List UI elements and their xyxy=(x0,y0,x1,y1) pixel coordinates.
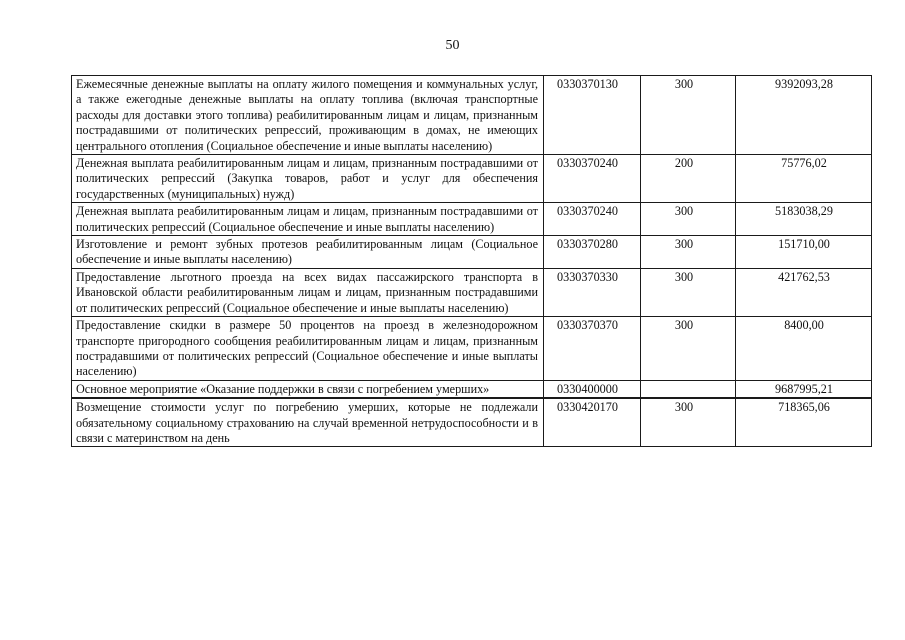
row-expense-type: 200 xyxy=(641,155,736,203)
row-expense-type xyxy=(641,380,736,398)
row-target-code: 0330370240 xyxy=(544,203,641,236)
row-target-code: 0330370240 xyxy=(544,155,641,203)
row-target-code: 0330400000 xyxy=(544,380,641,398)
row-description: Денежная выплата реабилитированным лицам и лицам, признанным пострадавшими от политических репрессий (Закупка товаров, работ и услуг для обеспечения государственных (муниципальных) нужд) xyxy=(72,155,544,203)
page-number: 50 xyxy=(445,38,460,53)
table-row xyxy=(72,236,872,269)
row-description: Изготовление и ремонт зубных протезов реабилитированным лицам (Социальное обеспечение и иные выплаты населению) xyxy=(72,236,544,269)
row-description: Денежная выплата реабилитированным лицам и лицам, признанным пострадавшими от политических репрессий (Социальное обеспечение и иные выплаты населению) xyxy=(72,203,544,236)
row-expense-type: 300 xyxy=(641,398,736,447)
row-description: Возмещение стоимости услуг по погребению умерших, которые не подлежали обязательному социальному страхованию на случай временной нетрудоспособности и в связи с материнством на день xyxy=(72,398,544,447)
row-expense-type: 300 xyxy=(641,236,736,269)
row-amount: 9687995,21 xyxy=(736,380,872,398)
row-amount: 5183038,29 xyxy=(736,203,872,236)
row-expense-type: 300 xyxy=(641,76,736,155)
row-amount: 718365,06 xyxy=(736,398,872,447)
row-target-code: 0330420170 xyxy=(544,398,641,447)
row-target-code: 0330370370 xyxy=(544,317,641,381)
row-target-code: 0330370280 xyxy=(544,236,641,269)
table-row xyxy=(72,380,872,398)
row-target-code: 0330370330 xyxy=(544,268,641,316)
row-description: Основное мероприятие «Оказание поддержки в связи с погребением умерших» xyxy=(72,380,544,398)
row-expense-type: 300 xyxy=(641,268,736,316)
row-amount: 9392093,28 xyxy=(736,76,872,155)
row-expense-type: 300 xyxy=(641,203,736,236)
row-expense-type: 300 xyxy=(641,317,736,381)
row-amount: 421762,53 xyxy=(736,268,872,316)
row-description: Ежемесячные денежные выплаты на оплату жилого помещения и коммунальных услуг, а также ежегодные денежные выплаты на оплату топлива (включая транспортные расходы для доставки этого топлива) реабилитированным лицам и лицам, признанным пострадавшими от политических репрессий, проживающим в домах, не имеющих центрального отопления (Социальное обеспечение и иные выплаты населению) xyxy=(72,76,544,155)
row-amount: 151710,00 xyxy=(736,236,872,269)
table-row xyxy=(72,155,872,203)
row-target-code: 0330370130 xyxy=(544,76,641,155)
table-row xyxy=(72,398,872,447)
row-amount: 8400,00 xyxy=(736,317,872,381)
table-row xyxy=(72,268,872,316)
table-row xyxy=(72,76,872,155)
row-description: Предоставление скидки в размере 50 процентов на проезд в железнодорожном транспорте пригородного сообщения реабилитированным лицам и лицам, признанным пострадавшими от политических репрессий (Социальное обеспечение и иные выплаты населению) xyxy=(72,317,544,381)
table-row xyxy=(72,317,872,381)
table-row xyxy=(72,203,872,236)
budget-table xyxy=(71,75,872,447)
row-description: Предоставление льготного проезда на всех видах пассажирского транспорта в Ивановской области реабилитированным лицам и лицам, признанным пострадавшими от политических репрессий (Социальное обеспечение и иные выплаты населению) xyxy=(72,268,544,316)
row-amount: 75776,02 xyxy=(736,155,872,203)
